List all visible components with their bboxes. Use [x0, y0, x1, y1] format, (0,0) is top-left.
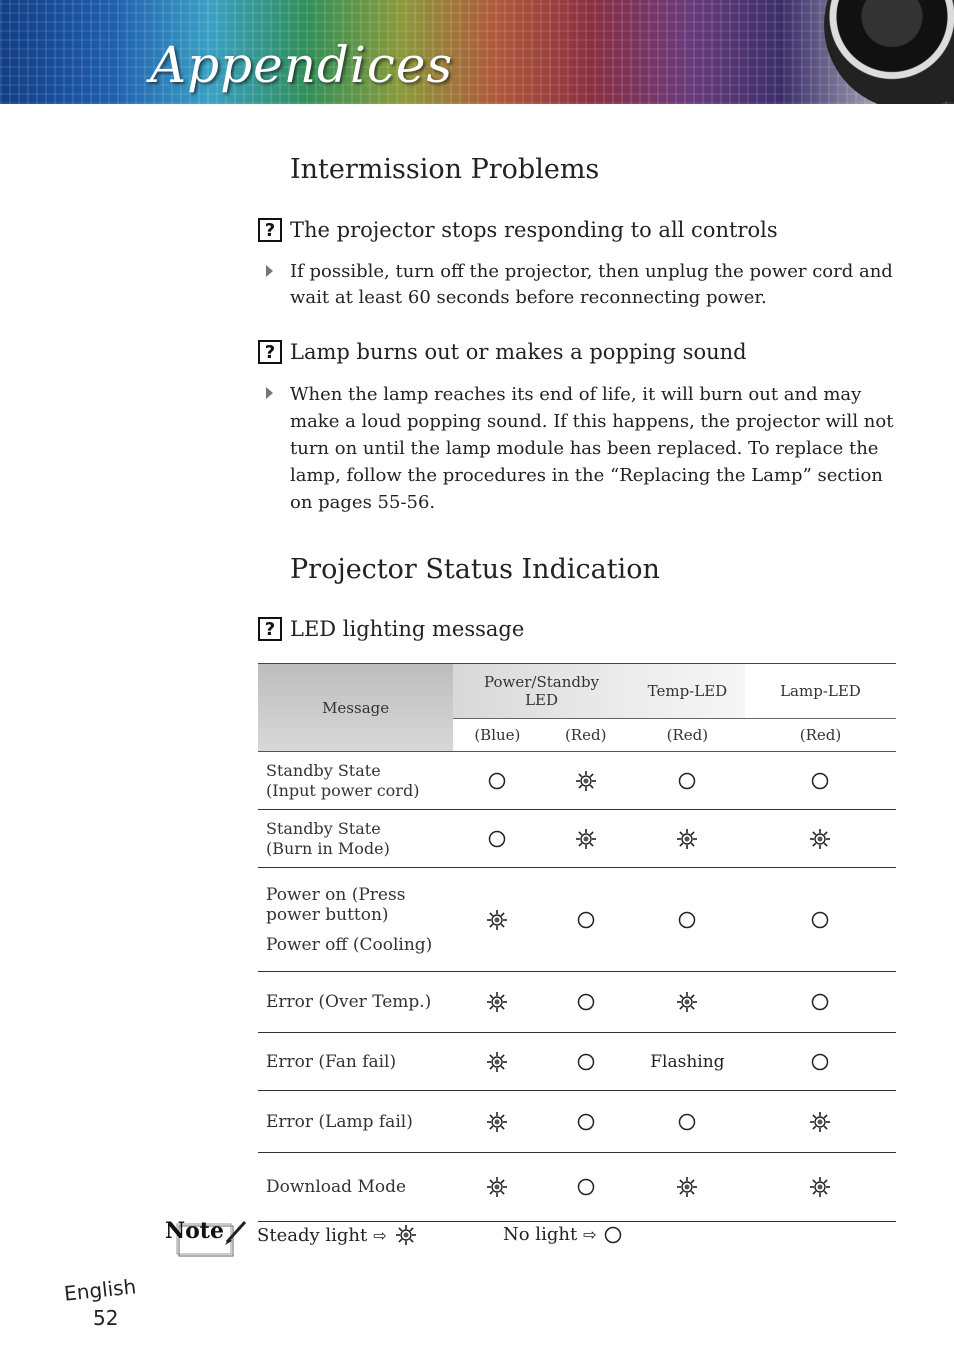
- blue-led-off-icon: [453, 752, 541, 810]
- header-power-standby: [453, 664, 630, 719]
- red-led-on-icon: [542, 752, 630, 810]
- header-blue: (Blue): [453, 719, 541, 752]
- question-row-1: [258, 218, 778, 242]
- blue-led-on-icon: [453, 1091, 541, 1153]
- header-lamp-led: Lamp-LED: [745, 664, 896, 719]
- temp-led-on-icon: [630, 972, 745, 1033]
- row-label-line: (Burn in Mode): [266, 838, 390, 858]
- row-label-line: Error (Fan fail): [266, 1051, 397, 1072]
- temp-led-off-icon: [630, 752, 745, 810]
- footer-language: English: [62, 1274, 138, 1306]
- answer-bullet-2: [266, 381, 900, 516]
- lamp-led-on-icon: [745, 1091, 896, 1153]
- answer-text: When the lamp reaches its end of life, it will burn out and may make a loud popping sound. If this happens, the projector will not turn on until the lamp module has been replaced. To replace the lamp, follow the procedures in the “Replacing the Lamp” section on pages 55-56.: [290, 384, 894, 513]
- table-row: [258, 1033, 896, 1091]
- bullet-arrow-icon: [266, 265, 273, 277]
- header-lamp-red: (Red): [745, 719, 896, 752]
- blue-led-on-icon: [453, 868, 541, 972]
- row-label: [258, 1033, 453, 1091]
- temp-led-on-icon: [630, 1153, 745, 1222]
- header-red: (Red): [542, 719, 630, 752]
- lamp-led-off-icon: [745, 972, 896, 1033]
- lamp-led-off-icon: [745, 752, 896, 810]
- lamp-led-on-icon: [745, 1153, 896, 1222]
- arrow-right-icon: ⇨: [583, 1225, 597, 1244]
- lamp-led-off-icon: [745, 1033, 896, 1091]
- legend-steady: [257, 1224, 417, 1246]
- row-label-line: power button): [266, 904, 389, 925]
- row-label-line: Standby State: [266, 760, 381, 780]
- red-led-off-icon: [542, 1153, 630, 1222]
- question-icon: ?: [258, 218, 282, 242]
- note-icon: [165, 1216, 247, 1258]
- row-label-line: Standby State: [266, 818, 381, 838]
- table-row: [258, 1153, 896, 1222]
- table-row: [258, 752, 896, 810]
- row-label-line: Error (Over Temp.): [266, 992, 432, 1012]
- footer-page-number: 52: [93, 1306, 119, 1330]
- blue-led-off-icon: [453, 810, 541, 868]
- no-light-icon: [603, 1224, 623, 1245]
- header-banner: [0, 0, 954, 104]
- row-label: [258, 810, 453, 868]
- temp-led-off-icon: [630, 868, 745, 972]
- temp-led-status: Flashing: [630, 1033, 745, 1091]
- lamp-led-off-icon: [745, 868, 896, 972]
- header-power-line1: Power/Standby: [484, 673, 600, 691]
- row-label: [258, 1091, 453, 1153]
- temp-led-on-icon: [630, 810, 745, 868]
- led-status-table: [258, 664, 896, 1222]
- table-row: [258, 868, 896, 972]
- red-led-off-icon: [542, 1033, 630, 1091]
- red-led-off-icon: [542, 868, 630, 972]
- lens-graphic: [824, 0, 954, 104]
- row-label: [258, 868, 453, 972]
- legend-nolight: [503, 1224, 623, 1245]
- lamp-led-on-icon: [745, 810, 896, 868]
- header-temp-red: (Red): [630, 719, 745, 752]
- arrow-right-icon: ⇨: [373, 1225, 387, 1245]
- header-message: Message: [258, 664, 453, 752]
- header-power-line2: LED: [525, 691, 558, 709]
- legend-steady-text: Steady light: [257, 1224, 368, 1246]
- row-label-line: Download Mode: [266, 1177, 407, 1197]
- table-row: [258, 972, 896, 1033]
- row-label-line: (Input power cord): [266, 780, 420, 800]
- table-row: [258, 1091, 896, 1153]
- row-label: [258, 1153, 453, 1222]
- header-temp-led: Temp-LED: [630, 664, 745, 719]
- answer-text: If possible, turn off the projector, then unplug the power cord and wait at least 60 seconds before reconnecting power.: [290, 261, 893, 308]
- question-row-2: [258, 340, 747, 364]
- row-label: [258, 972, 453, 1033]
- legend-nolight-text: No light: [503, 1224, 578, 1245]
- question-icon: ?: [258, 617, 282, 641]
- page-title: Appendices: [150, 36, 454, 94]
- question-text: LED lighting message: [290, 617, 525, 641]
- section-heading-status: Projector Status Indication: [290, 554, 660, 585]
- red-led-off-icon: [542, 972, 630, 1033]
- question-text: The projector stops responding to all controls: [290, 218, 778, 242]
- red-led-off-icon: [542, 1091, 630, 1153]
- question-icon: ?: [258, 340, 282, 364]
- blue-led-on-icon: [453, 972, 541, 1033]
- row-label: [258, 752, 453, 810]
- row-label-line: Power off (Cooling): [266, 934, 433, 955]
- section-heading-intermission: Intermission Problems: [290, 154, 600, 185]
- bullet-arrow-icon: [266, 387, 273, 399]
- blue-led-on-icon: [453, 1153, 541, 1222]
- row-label-line: Power on (Press: [266, 884, 406, 905]
- question-text: Lamp burns out or makes a popping sound: [290, 340, 747, 364]
- answer-bullet-1: [266, 259, 900, 311]
- note-label: Note: [165, 1218, 224, 1244]
- question-row-3: [258, 617, 524, 641]
- steady-light-icon: [395, 1224, 417, 1246]
- blue-led-on-icon: [453, 1033, 541, 1091]
- temp-led-off-icon: [630, 1091, 745, 1153]
- row-label-line: Error (Lamp fail): [266, 1111, 413, 1132]
- red-led-on-icon: [542, 810, 630, 868]
- table-row: [258, 810, 896, 868]
